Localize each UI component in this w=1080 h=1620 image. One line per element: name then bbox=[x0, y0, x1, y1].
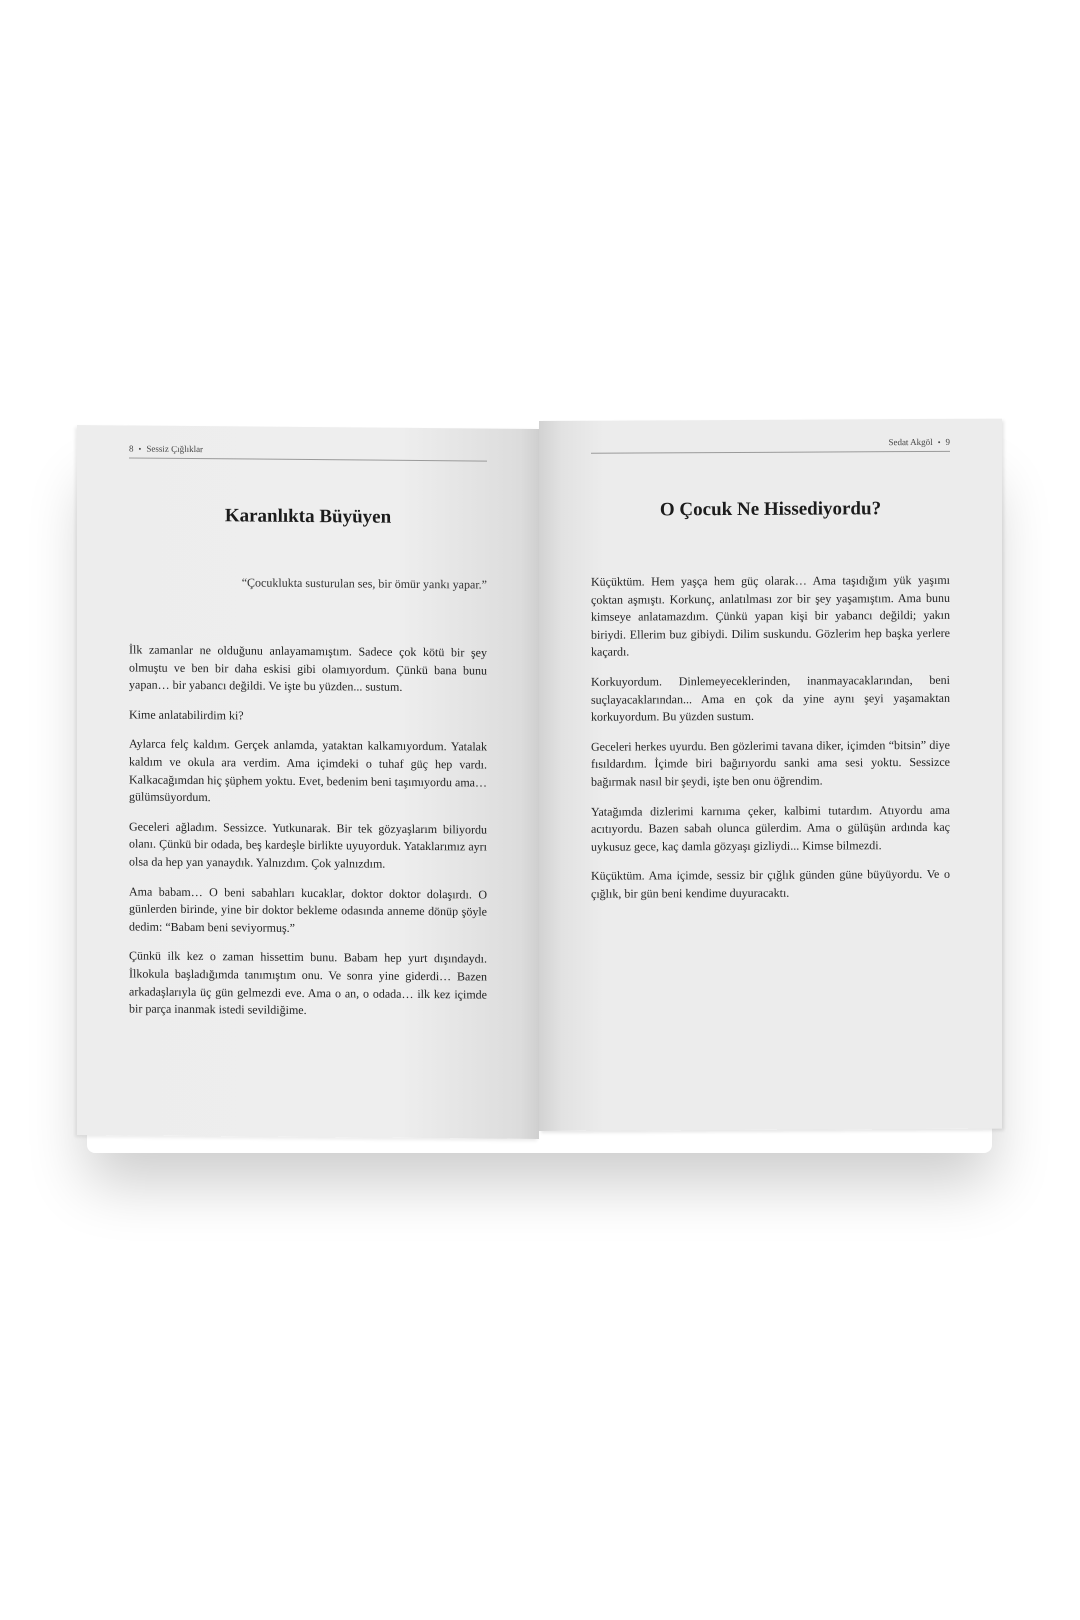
chapter-title: Karanlıkta Büyüyen bbox=[224, 505, 392, 528]
epigraph: “Çocuklukta susturulan ses, bir ömür yankı yapar.” bbox=[241, 575, 487, 592]
paragraph: Kime anlatabilirdim ki? bbox=[129, 707, 244, 723]
separator: • bbox=[138, 444, 142, 454]
running-title: Sedat Akgöl bbox=[888, 436, 933, 448]
chapter-title: O Çocuk Ne Hissediyordu? bbox=[659, 498, 882, 521]
separator: • bbox=[937, 437, 941, 447]
running-head-left bbox=[129, 443, 487, 461]
paragraph: Yatağımda dizlerimi karnıma çeker, kalbimi tutardım. Atıyordu ama acıtıyordu. Bazen sabah olunca gülerdim. Ama o gülüşün ardında kaç uykusuz gece, kaç damla gözyaşı gizliydi... Kimse bilmezdi. bbox=[591, 802, 950, 854]
running-head-right bbox=[591, 437, 950, 454]
paragraph: Küçüktüm. Ama içimde, sessiz bir çığlık günden güne büyüyordu. Ve o çığlık, bir gün beni kendime duyuracaktı. bbox=[591, 867, 950, 901]
paragraph: Geceleri herkes uyurdu. Ben gözlerimi tavana diker, içimden “bitsin” diye fısıldardım. İçimde biri bağırıyordu sanki ama sesi yoktu. Sessizce bağırmak nasıl bir şeydi, işte ben onu öğrendim. bbox=[591, 737, 950, 789]
left-page bbox=[77, 425, 539, 1139]
paragraph: Aylarca felç kaldım. Gerçek anlamda, yataktan kalkamıyordum. Yatalak kaldım ve okula ara verdim. Ama içimdeki o tuhaf güç hep vardı. Kalkacağımdan hiç şüphem yoktu. Evet, bedenim beni taşımıyordu ama… gülümsüyordum. bbox=[129, 736, 487, 805]
page-number: 8 bbox=[129, 443, 134, 454]
body-text bbox=[129, 641, 487, 1021]
right-page bbox=[539, 419, 1002, 1131]
paragraph: Korkuyordum. Dinlemeyeceklerinden, inanmayacaklarından, beni suçlayacaklarından... Ama en çok da yine aynı şeyi yaşamaktan korkuyordum. Bu yüzden sustum. bbox=[591, 672, 950, 724]
body-text bbox=[591, 572, 950, 903]
paragraph: Küçüktüm. Hem yaşça hem güç olarak… Ama taşıdığım yük yaşımı çoktan aşmıştı. Korkunç, anlatılması zor bir şey yaşamıştım. Ama bunu kimseye anlatamazdım. Çünkü yapan kişi bir yabancı değildi; yakın biriydi. Ellerim buz gibiydi. Dilim suskundu. Gözlerim hep başka yerlere kaçardı. bbox=[591, 572, 950, 660]
running-title: Sessiz Çığlıklar bbox=[146, 443, 204, 455]
paragraph: Çünkü ilk kez o zaman hissettim bunu. Babam hep yurt dışındaydı. İlkokula başladığımda tanımıştım onu. Ve sonra yine giderdi… Bazen arkadaşlarıyla üç gün gelmezdi eve. Ama o an, o odada… ilk kez içimde bir parça inanmak istedi sevildiğime. bbox=[129, 948, 487, 1018]
paragraph: Geceleri ağladım. Sessizce. Yutkunarak. Bir tek gözyaşlarım biliyordu olanı. Çünkü bir odada, beş kardeşle birlikte uyuyorduk. Yataklarımız ayrı olsa da hep yan yanaydık. Yalnızdım. Çok yalnızdım. bbox=[129, 819, 487, 871]
open-book bbox=[77, 425, 1002, 1135]
paragraph: İlk zamanlar ne olduğunu anlayamamıştım. Sadece çok kötü bir şey olmuştu ve ben bir daha eskisi gibi olamıyordum. Çünkü bana bunu yapan… bir yabancı değildi. Ve işte bu yüzden... sustum. bbox=[129, 642, 487, 695]
paragraph: Ama babam… O beni sabahları kucaklar, doktor doktor dolaşırdı. O günlerden birinde, yine bir doktor bekleme odasında anneme dönüp şöyle dedim: “Babam beni seviyormuş.” bbox=[129, 883, 487, 935]
page-number: 9 bbox=[945, 436, 950, 447]
